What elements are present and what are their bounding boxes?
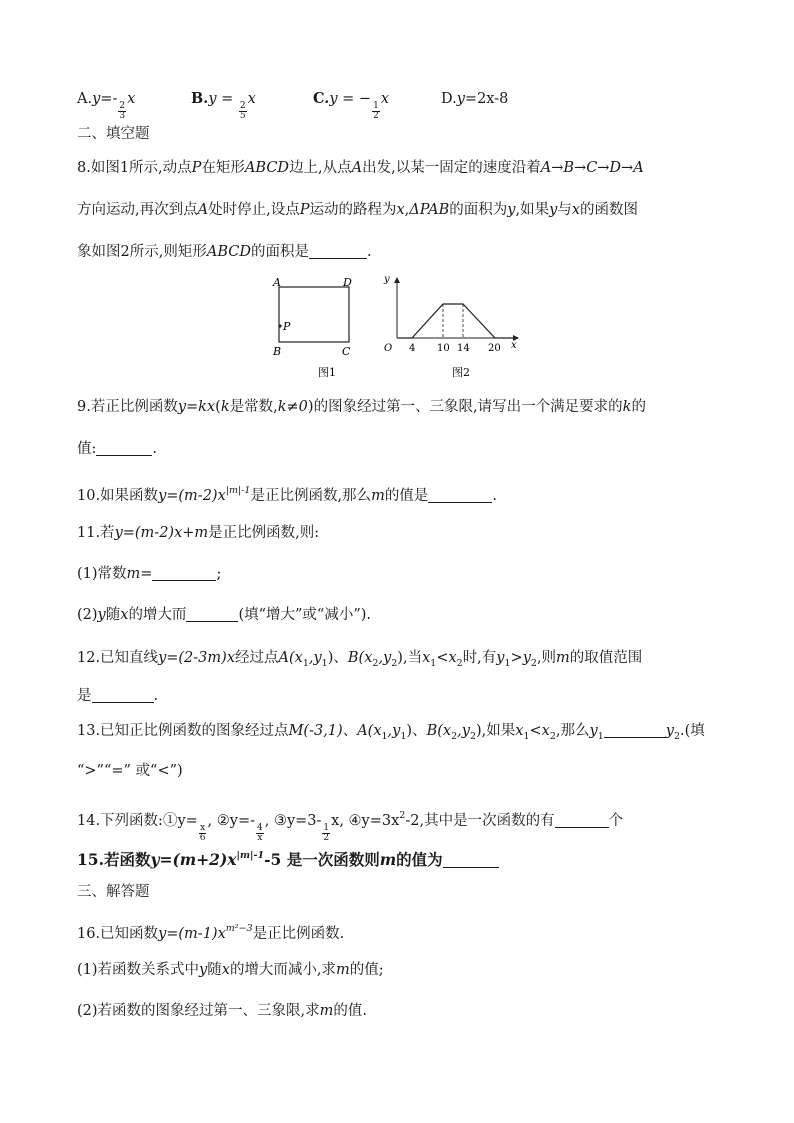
point-p-dot	[278, 324, 281, 327]
option-c: C.y = − $\frac{1}{2}$ x	[313, 90, 389, 121]
q11-part1: (1)常数m= ;	[77, 566, 222, 582]
label-c: C	[342, 345, 351, 358]
tick-4: 4	[409, 343, 416, 354]
figure-2-graph	[378, 270, 528, 384]
answer-blank[interactable]	[152, 566, 216, 581]
y-axis-label: y	[384, 274, 390, 285]
answer-blank[interactable]	[309, 244, 367, 259]
tick-20: 20	[488, 343, 501, 354]
option-a: A.y=- $\frac{2}{3}$ x	[77, 91, 136, 121]
q8-line1: 8.如图1所示,动点P在矩形ABCD边上,从点A出发,以某一固定的速度沿着A→B→C→D→A	[77, 160, 644, 176]
q9-line1: 9.若正比例函数y=kx(k是常数,k≠0)的图象经过第一、三象限,请写出一个满足要求的k的	[77, 399, 646, 415]
tick-10: 10	[437, 343, 450, 354]
answer-blank[interactable]	[92, 688, 154, 703]
q13-line2: “>”“=” 或“<”)	[77, 763, 183, 779]
q12-line1: 12.已知直线y=(2-3m)x经过点$A(x_1,y_1)$、$B(x_2,y_2)$,当$x_1<x_2$时,有$y_1>y_2$,则m的取值范围	[77, 650, 643, 669]
figure-2-caption: 图2	[452, 366, 470, 379]
q12-line2: 是 .	[77, 688, 159, 704]
q11-line: 11.若y=(m-2)x+m是正比例函数,则:	[77, 525, 320, 541]
q8-line2: 方向运动,再次到点A处时停止,设点P运动的路程为x,ΔPAB的面积为y,如果y与x的函数图	[77, 202, 638, 218]
figure-1-caption: 图1	[318, 366, 336, 379]
q8-line3: 象如图2所示,则矩形ABCD的面积是 .	[77, 244, 372, 260]
q10-line: 10.如果函数$y=(m-2)x^{|m|-1}$是正比例函数,那么m的值是 .	[77, 485, 497, 504]
option-d: D.y=2x-8	[441, 91, 509, 107]
q11-part2: (2)y随x的增大而 (填“增大”或“减小”).	[77, 607, 372, 623]
q15-line: 15.若函数$y=(m+2)x^{|m|-1}-5$ 是一次函数则m的值为	[77, 846, 499, 870]
label-b: B	[273, 345, 282, 358]
q13-line1: 13.已知正比例函数的图象经过点M(-3,1)、$A(x_1,y_1)$、$B(x_2,y_2)$,如果$x_1<x_2$,那么$y_1$ $y_2$.(填	[77, 723, 705, 742]
q14-line: 14.下列函数:①y= $\frac{x}{6}$ , ②y=- $\frac{4}{x}$ , ③y=3- $\frac{1}{2}$ x, $④y=3x^2-2$,其中是一次函数的有 个	[77, 810, 624, 843]
tick-14: 14	[457, 343, 470, 354]
q16-part2: (2)若函数的图象经过第一、三象限,求m的值.	[77, 1003, 368, 1019]
answer-blank[interactable]	[604, 723, 666, 738]
answer-blank[interactable]	[443, 853, 499, 868]
answer-blank[interactable]	[96, 441, 152, 456]
answer-blank[interactable]	[428, 488, 492, 503]
trapezoid-graph	[397, 304, 518, 338]
figure-1-rectangle	[268, 274, 368, 384]
q16-line: 16.已知函数$y=(m-1)x^{m^2-3}$是正比例函数.	[77, 923, 345, 942]
label-a: A	[273, 276, 281, 289]
q9-line2: 值: .	[77, 441, 157, 457]
label-p: P	[283, 320, 291, 333]
answer-blank[interactable]	[186, 607, 238, 622]
label-d: D	[343, 276, 352, 289]
section-heading-fill-blank: 二、填空题	[77, 126, 150, 142]
section-heading-solve: 三、解答题	[77, 884, 150, 900]
answer-blank[interactable]	[555, 813, 609, 828]
origin-label: O	[384, 343, 393, 354]
option-b: B.y = $\frac{2}{5}$ x	[191, 90, 256, 121]
rectangle-abcd	[279, 287, 349, 342]
q16-part1: (1)若函数关系式中y随x的增大而减小,求m的值;	[77, 962, 384, 978]
x-axis-label: x	[511, 340, 517, 351]
